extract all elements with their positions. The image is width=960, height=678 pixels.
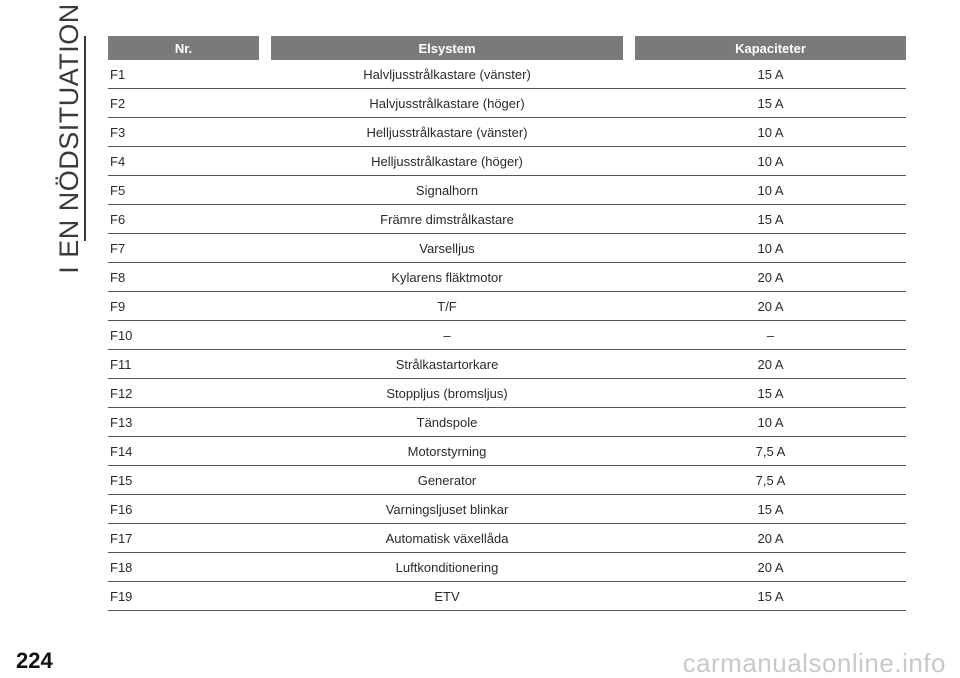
cell-system: Helljusstrålkastare (höger) bbox=[371, 153, 523, 169]
cell-nr: F15 bbox=[110, 472, 133, 488]
cell-nr: F17 bbox=[110, 530, 133, 546]
cell-capacity: 10 A bbox=[757, 414, 784, 430]
table-row bbox=[108, 495, 906, 524]
cell-nr: F19 bbox=[110, 588, 133, 604]
cell-capacity: 20 A bbox=[757, 559, 784, 575]
cell-system: Varningsljuset blinkar bbox=[385, 501, 509, 517]
page-number: 224 bbox=[16, 648, 53, 673]
table-row bbox=[108, 350, 906, 379]
cell-nr: F3 bbox=[110, 124, 126, 140]
cell-nr: F14 bbox=[110, 443, 133, 459]
side-title-container bbox=[53, 3, 84, 274]
watermark: carmanualsonline.info bbox=[682, 648, 946, 678]
cell-capacity: 15 A bbox=[757, 211, 784, 227]
cell-capacity: 10 A bbox=[757, 182, 784, 198]
cell-system: Signalhorn bbox=[415, 182, 479, 198]
cell-nr: F7 bbox=[110, 240, 126, 256]
header-nr: Nr. bbox=[108, 36, 259, 60]
table-row bbox=[108, 60, 906, 89]
cell-capacity: 15 A bbox=[757, 588, 784, 604]
cell-capacity: – bbox=[766, 327, 775, 343]
cell-system: Strålkastartorkare bbox=[395, 356, 499, 372]
cell-system: Helljusstrålkastare (vänster) bbox=[366, 124, 528, 140]
cell-system: Generator bbox=[417, 472, 477, 488]
cell-nr: F1 bbox=[110, 66, 126, 82]
table-body bbox=[108, 60, 906, 611]
cell-capacity: 7,5 A bbox=[755, 472, 786, 488]
cell-nr: F13 bbox=[110, 414, 133, 430]
cell-capacity: 15 A bbox=[757, 66, 784, 82]
table-row bbox=[108, 176, 906, 205]
table-header bbox=[108, 36, 906, 60]
cell-nr: F9 bbox=[110, 298, 126, 314]
table-row bbox=[108, 524, 906, 553]
cell-nr: F11 bbox=[110, 356, 132, 372]
cell-capacity: 10 A bbox=[757, 124, 784, 140]
cell-nr: F4 bbox=[110, 153, 126, 169]
cell-nr: F18 bbox=[110, 559, 133, 575]
cell-capacity: 10 A bbox=[757, 240, 784, 256]
table-row bbox=[108, 118, 906, 147]
cell-system: ETV bbox=[434, 588, 460, 604]
cell-system: Luftkonditionering bbox=[395, 559, 499, 575]
cell-system: Halvjusstrålkastare (höger) bbox=[369, 95, 525, 111]
cell-system: – bbox=[443, 327, 451, 343]
cell-capacity: 15 A bbox=[757, 385, 784, 401]
cell-nr: F2 bbox=[110, 95, 126, 111]
table-row bbox=[108, 379, 906, 408]
cell-capacity: 20 A bbox=[757, 530, 784, 546]
cell-system: T/F bbox=[437, 298, 457, 314]
cell-nr: F16 bbox=[110, 501, 133, 517]
table-row bbox=[108, 292, 906, 321]
table-row bbox=[108, 437, 906, 466]
table-row bbox=[108, 147, 906, 176]
cell-capacity: 20 A bbox=[757, 269, 784, 285]
section-title: I EN NÖDSITUATION bbox=[53, 3, 84, 274]
table-row bbox=[108, 466, 906, 495]
cell-capacity: 20 A bbox=[757, 356, 784, 372]
cell-nr: F6 bbox=[110, 211, 126, 227]
header-system: Elsystem bbox=[271, 36, 623, 60]
cell-system: Främre dimstrålkastare bbox=[380, 211, 514, 227]
cell-capacity: 7,5 A bbox=[755, 443, 786, 459]
cell-system: Stoppljus (bromsljus) bbox=[386, 385, 508, 401]
table-row bbox=[108, 234, 906, 263]
cell-system: Halvljusstrålkastare (vänster) bbox=[363, 66, 531, 82]
table-row bbox=[108, 408, 906, 437]
cell-capacity: 20 A bbox=[757, 298, 784, 314]
cell-system: Automatisk växellåda bbox=[385, 530, 509, 546]
cell-system: Motorstyrning bbox=[407, 443, 487, 459]
cell-capacity: 15 A bbox=[757, 501, 784, 517]
cell-nr: F8 bbox=[110, 269, 126, 285]
table-row bbox=[108, 553, 906, 582]
cell-nr: F10 bbox=[110, 327, 133, 343]
cell-nr: F5 bbox=[110, 182, 126, 198]
cell-nr: F12 bbox=[110, 385, 133, 401]
header-capacity: Kapaciteter bbox=[635, 36, 906, 60]
cell-system: Tändspole bbox=[416, 414, 478, 430]
table-row bbox=[108, 205, 906, 234]
fuse-table bbox=[108, 36, 906, 611]
cell-system: Kylarens fläktmotor bbox=[391, 269, 503, 285]
cell-capacity: 10 A bbox=[757, 153, 784, 169]
cell-system: Varselljus bbox=[419, 240, 475, 256]
table-row bbox=[108, 89, 906, 118]
table-row bbox=[108, 321, 906, 350]
cell-capacity: 15 A bbox=[757, 95, 784, 111]
side-divider bbox=[84, 36, 86, 241]
table-row bbox=[108, 582, 906, 611]
table-row bbox=[108, 263, 906, 292]
